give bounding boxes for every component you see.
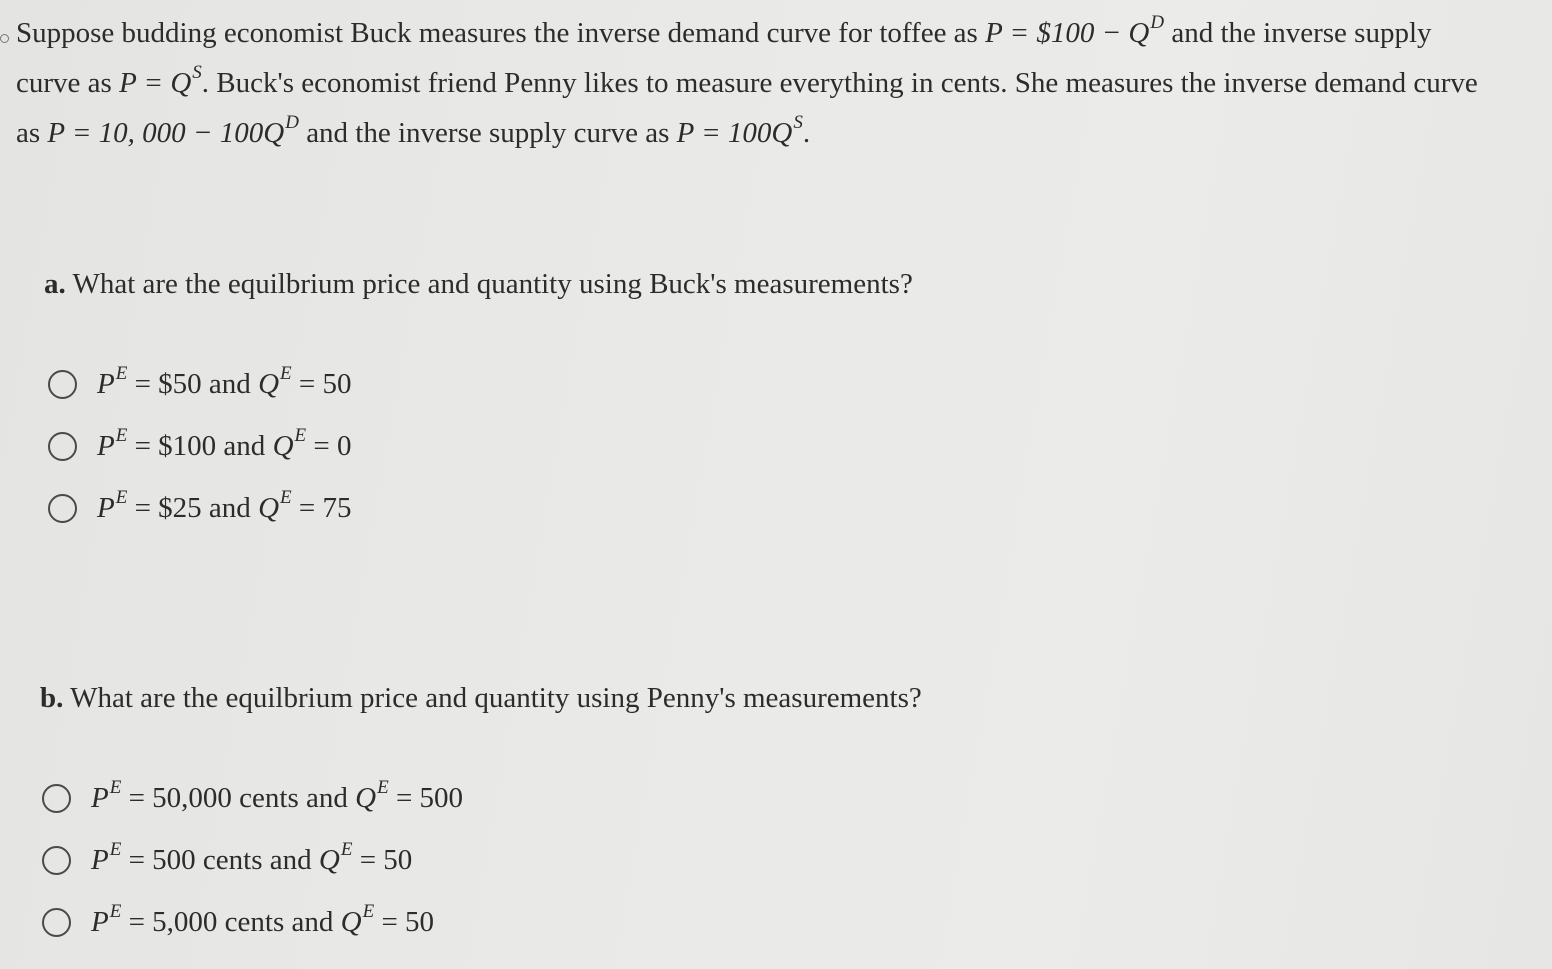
intro-line-3 xyxy=(16,110,1546,160)
problem-statement xyxy=(16,10,1546,160)
superscript-s: S xyxy=(192,62,202,83)
superscript-s: S xyxy=(793,112,803,133)
question-a xyxy=(44,268,913,301)
radio-button[interactable] xyxy=(48,370,77,399)
option-b-3-label: $P^E = 5,000$ cents and $Q^E = 50$ xyxy=(91,900,435,938)
supply-equation-penny: P = 100Q xyxy=(676,117,793,149)
demand-equation-buck: P = $100 − Q xyxy=(985,17,1150,49)
option-a-1-label: $P^E$ = $50 and $Q^E = 50$ xyxy=(97,362,352,400)
intro-line-3-mid: and the inverse supply curve as xyxy=(298,117,677,149)
intro-line-3-text: as xyxy=(16,117,48,149)
intro-line-2-end: . Buck's economist friend Penny likes to measure everything in cents. She measures the inverse demand curve xyxy=(201,67,1478,99)
question-b-text: What are the equilbrium price and quantity using Penny's measurements? xyxy=(63,682,922,714)
intro-line-2 xyxy=(16,60,1546,110)
option-a-1[interactable] xyxy=(48,353,351,415)
option-b-1-label: $P^E = 50,000$ cents and $Q^E = 500$ xyxy=(91,776,464,814)
intro-line-2-text: curve as xyxy=(16,67,120,99)
option-a-3[interactable] xyxy=(48,477,351,539)
option-b-1[interactable] xyxy=(42,767,463,829)
radio-button[interactable] xyxy=(48,494,77,523)
radio-button[interactable] xyxy=(42,846,71,875)
radio-button[interactable] xyxy=(42,908,71,937)
intro-line-1 xyxy=(16,10,1546,60)
option-a-3-label: $P^E$ = $25 and $Q^E = 75$ xyxy=(97,486,352,524)
intro-line-1-end: and the inverse supply xyxy=(1164,17,1432,49)
option-b-2-label: $P^E = 500$ cents and $Q^E = 50$ xyxy=(91,838,413,876)
question-b xyxy=(40,682,922,715)
bullet-icon xyxy=(0,34,9,43)
option-a-2-label: $P^E$ = $100 and $Q^E = 0$ xyxy=(97,424,352,462)
question-a-label: a. xyxy=(44,268,66,300)
option-b-3[interactable] xyxy=(42,891,463,953)
intro-line-3-end: . xyxy=(802,117,811,149)
option-b-2[interactable] xyxy=(42,829,463,891)
superscript-d: D xyxy=(285,112,299,133)
intro-line-1-text: Suppose budding economist Buck measures the inverse demand curve for toffee as xyxy=(16,17,986,49)
demand-equation-penny: P = 10, 000 − 100Q xyxy=(47,117,285,149)
superscript-d: D xyxy=(1150,12,1165,33)
options-a xyxy=(48,353,351,539)
question-a-text: What are the equilbrium price and quantity using Buck's measurements? xyxy=(65,268,913,300)
supply-equation-buck: P = Q xyxy=(119,67,192,99)
option-a-2[interactable] xyxy=(48,415,351,477)
radio-button[interactable] xyxy=(48,432,77,461)
question-b-label: b. xyxy=(40,682,64,714)
radio-button[interactable] xyxy=(42,784,71,813)
options-b xyxy=(42,767,463,953)
